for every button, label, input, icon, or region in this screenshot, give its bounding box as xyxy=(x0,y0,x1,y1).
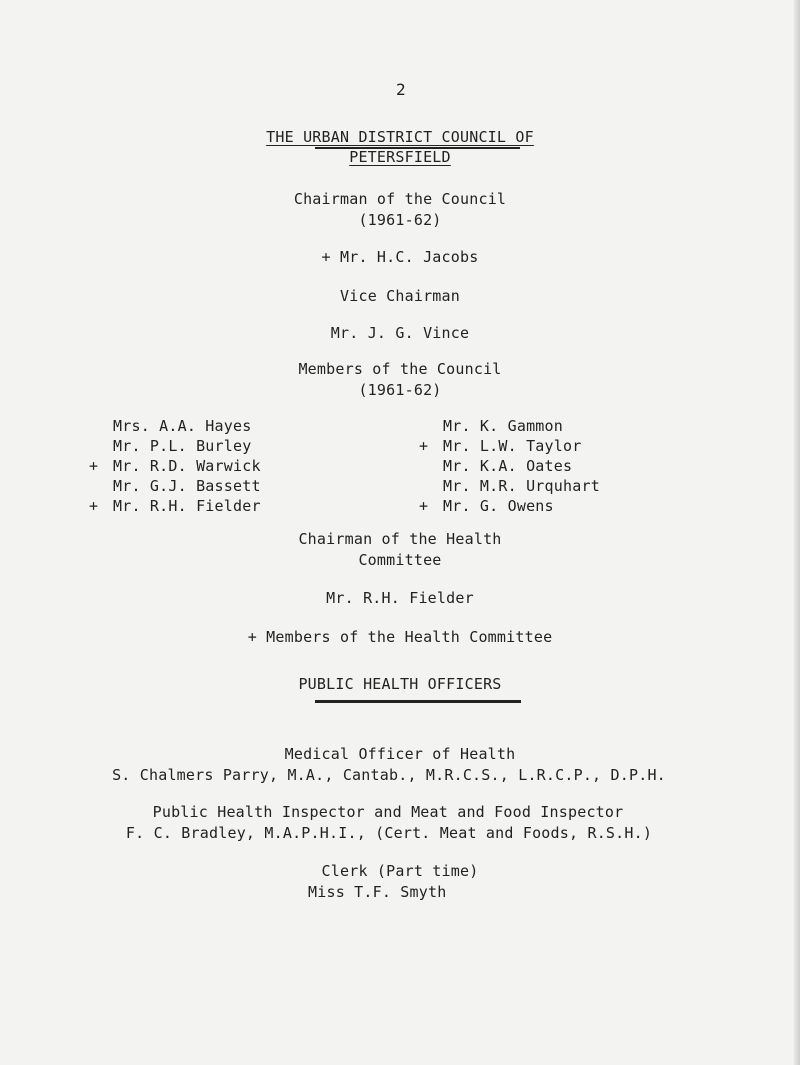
member-row: + Mr. R.H. Fielder xyxy=(89,497,261,515)
page-number: 2 xyxy=(396,80,406,99)
member-row: Mr. G.J. Bassett xyxy=(113,477,261,495)
council-title: THE URBAN DISTRICT COUNCIL OF xyxy=(266,128,534,146)
moh-title: Medical Officer of Health xyxy=(284,745,516,763)
member-row: Mr. K. Gammon xyxy=(443,417,563,435)
health-chairman-name: Mr. R.H. Fielder xyxy=(326,589,474,607)
health-committee-note: + Members of the Health Committee xyxy=(247,628,553,646)
phi-title: Public Health Inspector and Meat and Food Inspector xyxy=(152,803,624,821)
clerk-name: Miss T.F. Smyth xyxy=(308,883,447,901)
officers-rule xyxy=(315,700,521,703)
council-town: PETERSFIELD xyxy=(349,148,451,166)
health-chairman-heading: Chairman of the Health xyxy=(298,530,502,548)
member-row: Mr. M.R. Urquhart xyxy=(443,477,600,495)
member-row: Mr. K.A. Oates xyxy=(443,457,573,475)
chairman-heading: Chairman of the Council xyxy=(293,190,507,208)
member-row: Mr. P.L. Burley xyxy=(113,437,252,455)
member-row: Mrs. A.A. Hayes xyxy=(113,417,252,435)
members-left-column xyxy=(89,416,261,516)
vice-chairman-name: Mr. J. G. Vince xyxy=(330,324,470,342)
officers-heading: PUBLIC HEALTH OFFICERS xyxy=(298,675,502,693)
phi-name: F. C. Bradley, M.A.P.H.I., (Cert. Meat and Foods, R.S.H.) xyxy=(125,824,653,842)
chairman-name: + Mr. H.C. Jacobs xyxy=(321,248,479,266)
members-heading: Members of the Council xyxy=(298,360,502,378)
member-row: + Mr. L.W. Taylor xyxy=(419,437,582,455)
vice-chairman-heading: Vice Chairman xyxy=(340,287,460,305)
members-years: (1961-62) xyxy=(358,381,442,399)
chairman-years: (1961-62) xyxy=(358,211,442,229)
member-row: + Mr. R.D. Warwick xyxy=(89,457,261,475)
clerk-title: Clerk (Part time) xyxy=(321,862,479,880)
health-chairman-heading-2: Committee xyxy=(358,551,442,569)
members-right-column xyxy=(419,416,600,516)
member-row: + Mr. G. Owens xyxy=(419,497,554,515)
moh-name: S. Chalmers Parry, M.A., Cantab., M.R.C.S., L.R.C.P., D.P.H. xyxy=(112,766,666,784)
